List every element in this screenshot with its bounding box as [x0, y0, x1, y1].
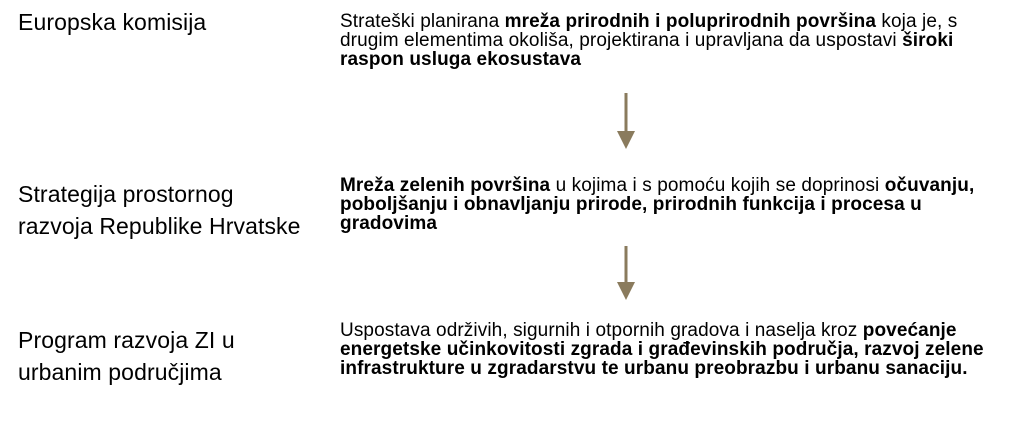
plain-text: Uspostava održivih, sigurnih i otpornih gradova i naselja kroz — [340, 320, 863, 341]
arrow-head — [617, 282, 635, 300]
label-program-razvoja-zi: Program razvoja ZI u urbanim područjima — [18, 327, 235, 385]
arrow-down-icon — [615, 93, 637, 149]
label-europska-komisija: Europska komisija — [18, 9, 207, 35]
arrow-shaft — [625, 246, 628, 284]
definition-text-2 — [340, 176, 1010, 233]
definition-text-1 — [340, 12, 1010, 69]
label-strategija-prostornog-razvoja: Strategija prostornog razvoja Republike Hrvatske — [18, 181, 301, 239]
plain-text: u kojima i s pomoću kojih se doprinosi — [550, 175, 885, 196]
emphasis-text: Mreža zelenih površina — [340, 175, 551, 196]
arrow-down-icon — [615, 246, 637, 300]
definition-text-3 — [340, 321, 1010, 378]
emphasis-text: široki raspon usluga ekosustava — [340, 30, 954, 70]
plain-text: koja je, s drugim elementima okoliša, projektirana i upravljana da uspostavi — [340, 11, 958, 51]
emphasis-text: mreža prirodnih i poluprirodnih površina — [504, 11, 877, 32]
plain-text: Strateški planirana — [340, 11, 505, 32]
emphasis-text: povećanje energetske učinkovitosti zgrada i građevinskih područja, razvoj zelene infrastrukture u zgradarstvu te urbanu preobrazbu i urbanu sanaciju. — [340, 320, 984, 379]
arrow-head — [617, 131, 635, 149]
arrow-shaft — [625, 93, 628, 133]
emphasis-text: očuvanju, poboljšanju i obnavljanju prirode, prirodnih funkcija i procesa u gradovima — [340, 175, 975, 234]
